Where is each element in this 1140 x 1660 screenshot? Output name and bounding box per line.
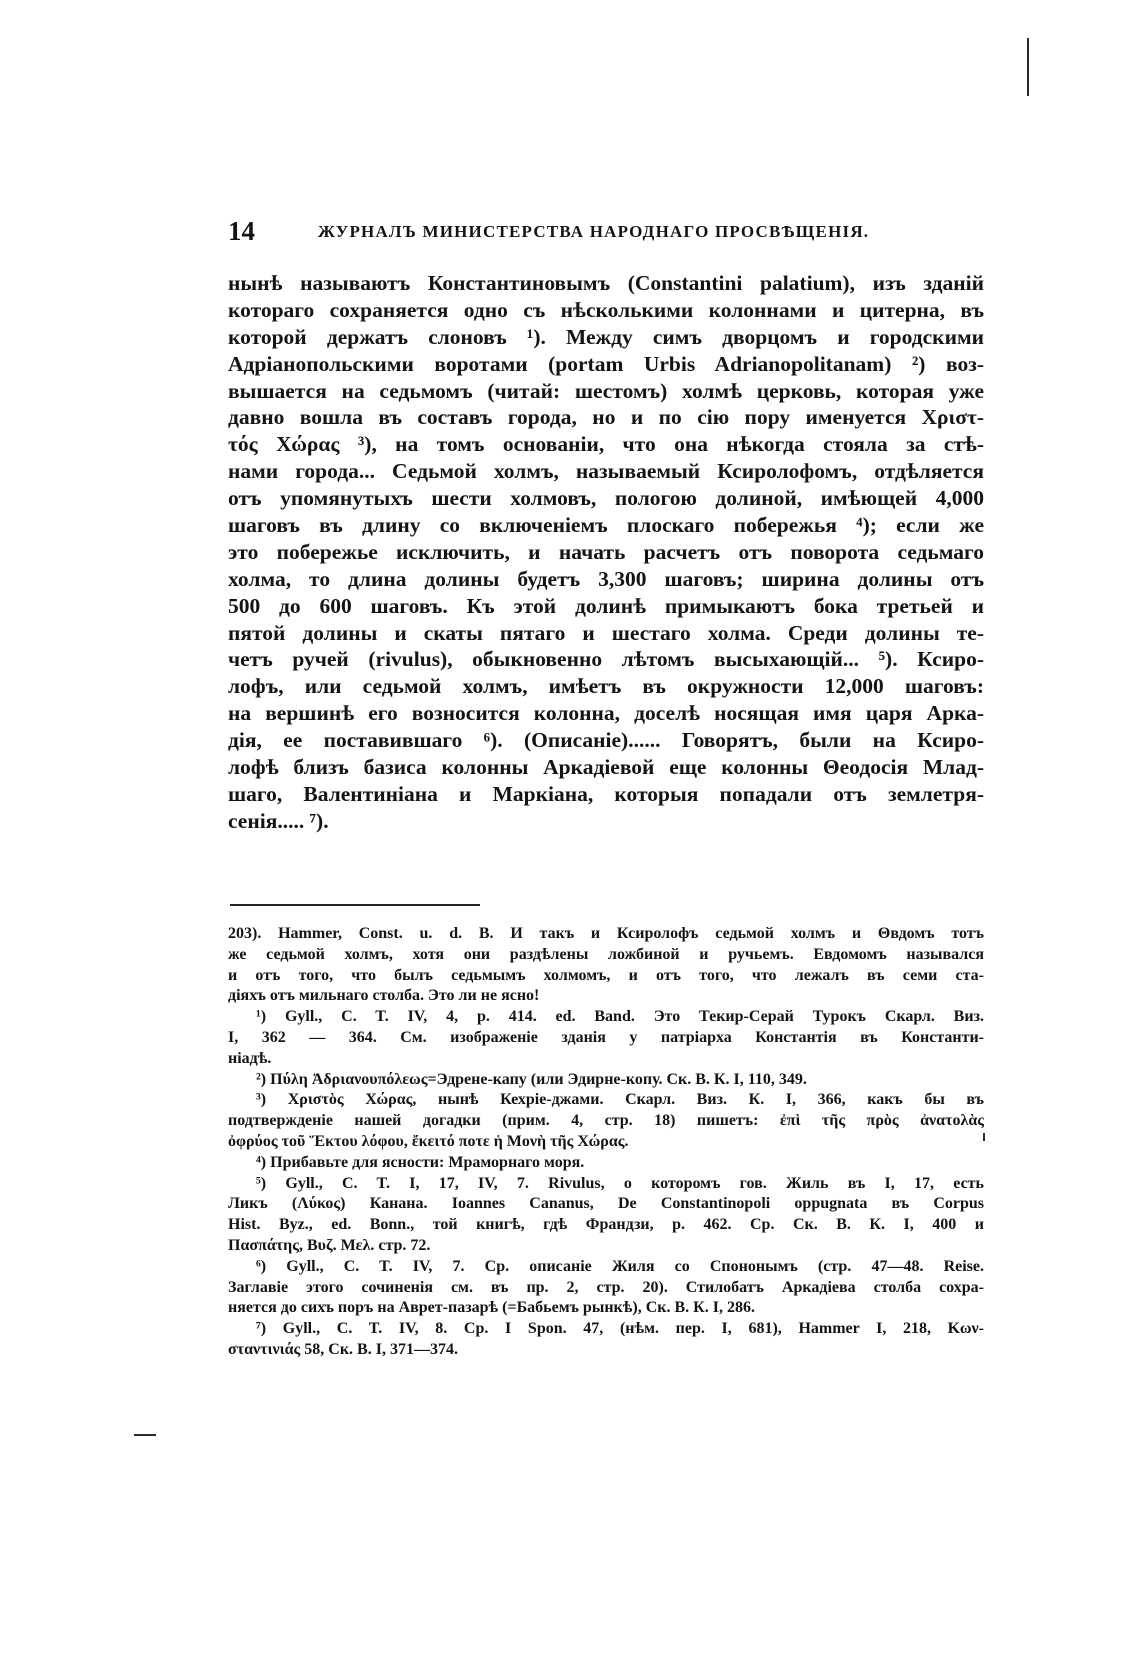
footnote-line: діяхъ отъ мильнаго столба. Это ли не ясно!	[228, 987, 540, 1005]
footnote-line: ⁴) Прибавьте для ясности: Мраморнаго моря.	[256, 1153, 585, 1171]
footnote-line: ὀφρύος τοῦ Ἕκτου λόφου, ἔκειτό ποτε ἡ Μονὴ τῆς Χώρας.	[228, 1132, 629, 1150]
main-text	[228, 270, 984, 835]
scan-dash-mark	[134, 1434, 156, 1436]
page-number: 14	[228, 216, 255, 246]
body-line: лофѣ близъ базиса колонны Аркадіевой еще колонны Θеодосія Млад-	[228, 755, 984, 780]
footnote-line: ²) Πύλη Ἀδριανουπόλεως=Эдрене-капу (или Эдирне-копу. Ск. В. К. I, 110, 349.	[256, 1070, 807, 1088]
body-line: пятой долины и скаты пятаго и шестаго холма. Среди долины те-	[228, 620, 984, 645]
body-line: шаго, Валентиніана и Маркіана, которыя попадали отъ землетря-	[228, 781, 984, 806]
footnote-divider	[230, 904, 480, 906]
footnote-line: ⁶) Gyll., C. T. IV, 7. Ср. описаніе Жиля со Спононымъ (стр. 47—48. Reise.	[256, 1257, 984, 1275]
footnote-line: же седьмой холмъ, хотя они раздѣлены ложбиной и ручьемъ. Евдомомъ назывался	[228, 945, 984, 963]
footnotes	[228, 924, 984, 1361]
footnote-line: I, 362 — 364. См. изображеніе зданія у патріарха Константія въ Константи-	[228, 1028, 984, 1046]
footnote-line: Hist. Byz., ed. Bonn., той книгѣ, гдѣ Франдзи, p. 462. Ср. Ск. В. К. I, 400 и	[228, 1216, 984, 1234]
footnote-line: ніадѣ.	[228, 1049, 272, 1067]
body-line: четъ ручей (rivulus), обыкновенно лѣтомъ высыхающій... ⁵). Ксиро-	[228, 647, 984, 672]
body-line: 500 до 600 шаговъ. Къ этой долинѣ примыкаютъ бока третьей и	[228, 593, 984, 618]
footnote-line: няется до сихъ поръ на Аврет-пазарѣ (=Бабьемъ рынкѣ), Ск. В. К. I, 286.	[228, 1299, 755, 1317]
body-line: τός Χώρας ³), на томъ основаніи, что она нѣкогда стояла за стѣ-	[228, 432, 984, 457]
footnote-line: ¹) Gyll., C. T. IV, 4, p. 414. ed. Band. Это Текир-Серай Турокъ Скарл. Виз.	[256, 1008, 984, 1026]
footnote-line: Πασπάτης, Βυζ. Μελ. стр. 72.	[228, 1236, 431, 1254]
body-line: Адріанопольскими воротами (portam Urbis Adrianopolitanam) ²) воз-	[228, 351, 984, 376]
footnote-line: и отъ того, что былъ седьмымъ холмомъ, и отъ того, что лежалъ въ семи ста-	[228, 966, 984, 984]
footnote-line: Ликъ (Λύκος) Канана. Ioannes Cananus, De Constantinopoli oppugnata въ Corpus	[228, 1195, 984, 1213]
running-head: ЖУРНАЛЪ МИНИСТЕРСТВА НАРОДНАГО ПРОСВѢЩЕНІЯ.	[318, 222, 870, 241]
footnote-line: ⁷) Gyll., C. T. IV, 8. Cp. I Spon. 47, (нѣм. пер. I, 681), Hammer I, 218, Κων-	[256, 1320, 984, 1338]
footnote-line: σταντινιάς 58, Ск. В. I, 371—374.	[228, 1340, 458, 1358]
footnote-line: подтвержденіе нашей догадки (прим. 4, стр. 18) пишетъ: ἐπὶ τῆς πρὸς ἀνατολὰς	[228, 1112, 984, 1130]
footnote-line: ³) Χριστὸς Χώρας, нынѣ Кехріе-джами. Скарл. Виз. К. I, 366, какъ бы въ	[256, 1091, 984, 1109]
scan-edge-mark	[1027, 38, 1029, 96]
footnote-line: ⁵) Gyll., C. T. I, 17, IV, 7. Rivulus, о которомъ гов. Жиль въ I, 17, есть	[256, 1174, 984, 1192]
body-line: отъ упомянутыхъ шести холмовъ, пологою долиной, имѣющей 4,000	[228, 486, 984, 511]
body-line: холма, то длина долины будетъ 3,300 шаговъ; ширина долины отъ	[228, 566, 984, 591]
body-line: лофъ, или седьмой холмъ, имѣетъ въ окружности 12,000 шаговъ:	[228, 674, 984, 699]
body-line: вышается на седьмомъ (читай: шестомъ) холмѣ церковь, которая уже	[228, 378, 984, 403]
body-line: на вершинѣ его возносится колонна, доселѣ носящая имя царя Арка-	[228, 701, 984, 726]
body-line: сенія..... ⁷).	[228, 808, 329, 833]
body-line: которой держатъ слоновъ ¹). Между симъ дворцомъ и городскими	[228, 324, 984, 349]
body-line: котораго сохраняется одно съ нѣсколькими колоннами и цитерна, въ	[228, 297, 984, 322]
page-header	[228, 216, 988, 256]
body-line: нами города... Седьмой холмъ, называемый Ксиролофомъ, отдѣляется	[228, 459, 984, 484]
body-line: это побережье исключить, и начать расчетъ отъ поворота седьмаго	[228, 539, 984, 564]
body-line: давно вошла въ составъ города, но и по сію пору именуется Χριστ-	[228, 405, 984, 430]
footnote-line: 203). Hammer, Const. u. d. B. И такъ и Ксиролофъ седьмой холмъ и Θвдомъ тотъ	[228, 925, 984, 942]
body-line: дія, ее поставившаго ⁶). (Описаніе)...... Говорятъ, были на Ксиро-	[228, 728, 984, 753]
footnote-line: Заглавіе этого сочиненія см. въ пр. 2, стр. 20). Стилобатъ Аркадіева столба сохра-	[228, 1278, 984, 1296]
body-line: нынѣ называютъ Константиновымъ (Constantini palatium), изъ зданій	[228, 271, 984, 295]
body-line: шаговъ въ длину со включеніемъ плоскаго побережья ⁴); если же	[228, 513, 984, 538]
